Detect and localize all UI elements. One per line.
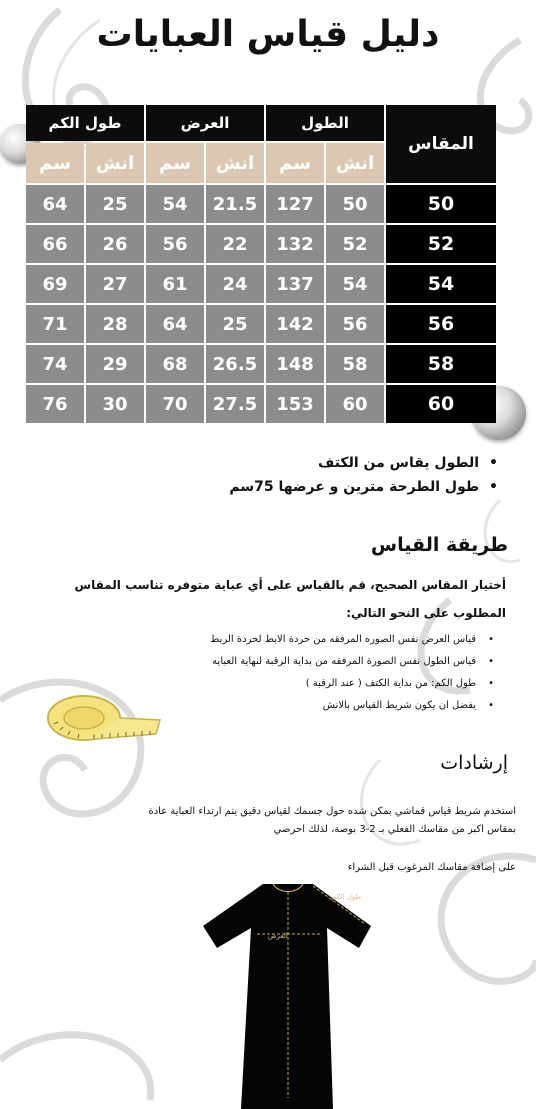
width-group-header: العرض: [146, 105, 264, 141]
table-row: [26, 345, 496, 383]
table-cell: 54: [146, 185, 204, 223]
notes-list: [18, 455, 498, 503]
table-cell: 70: [146, 385, 204, 423]
method-intro: [16, 578, 506, 620]
size-table: [24, 103, 498, 425]
abaya-label-sleeve: طول الكم: [332, 893, 362, 901]
guidance-line: استخدم شريط قياس قماشي بمكن شده حول جسمك لقياس دقيق يتم ارتداء العباية عادة: [148, 806, 516, 817]
table-cell: 148: [266, 345, 324, 383]
unit-header: انش: [326, 143, 384, 183]
table-row: [26, 385, 496, 423]
size-column-header: المقاس: [386, 105, 496, 183]
table-cell: 26.5: [206, 345, 264, 383]
table-cell: 27: [86, 265, 144, 303]
guidance-text: [16, 803, 516, 877]
note-item: • طول الطرحة مترين و عرضها 75سم: [18, 479, 498, 495]
table-row: [26, 265, 496, 303]
note-item: • الطول يقاس من الكتف: [18, 455, 498, 471]
size-cell: 50: [386, 185, 496, 223]
table-cell: 71: [26, 305, 84, 343]
unit-header: انش: [86, 143, 144, 183]
table-cell: 26: [86, 225, 144, 263]
table-cell: 22: [206, 225, 264, 263]
method-item: • قياس الطول نفس الصورة المرفقه من بداية الرقبة لنهاية العبايه: [74, 656, 494, 667]
guidance-heading: إرشادات: [440, 752, 508, 774]
unit-header: سم: [26, 143, 84, 183]
table-cell: 56: [326, 305, 384, 343]
table-cell: 58: [326, 345, 384, 383]
table-cell: 50: [326, 185, 384, 223]
length-group-header: الطول: [266, 105, 384, 141]
table-cell: 28: [86, 305, 144, 343]
unit-header: سم: [266, 143, 324, 183]
table-cell: 54: [326, 265, 384, 303]
table-cell: 61: [146, 265, 204, 303]
table-cell: 24: [206, 265, 264, 303]
table-cell: 52: [326, 225, 384, 263]
abaya-illustration: [195, 878, 380, 1109]
unit-header: سم: [146, 143, 204, 183]
unit-header: انش: [206, 143, 264, 183]
page-title: دليل قياس العبايات: [96, 14, 440, 55]
method-item: • يفضل ان يكون شريط القياس بالانش: [74, 700, 494, 711]
table-cell: 21.5: [206, 185, 264, 223]
method-item: • قياس العرض نفس الصوره المرفقه من حردة الابط لحردة الربط: [74, 634, 494, 645]
method-intro-line: أختيار المقاس الصحيح، قم بالقياس على أي عباية متوفره تناسب المقاس: [74, 578, 506, 592]
method-item: • طول الكم: من بداية الكتف ( عند الرقبة ): [74, 678, 494, 689]
abaya-label-width: العرض: [268, 932, 288, 940]
size-cell: 52: [386, 225, 496, 263]
table-cell: 64: [146, 305, 204, 343]
table-cell: 153: [266, 385, 324, 423]
table-cell: 137: [266, 265, 324, 303]
table-cell: 142: [266, 305, 324, 343]
size-cell: 54: [386, 265, 496, 303]
table-cell: 56: [146, 225, 204, 263]
table-row: [26, 185, 496, 223]
measuring-tape-icon: [44, 690, 166, 748]
table-cell: 27.5: [206, 385, 264, 423]
sleeve-group-header: طول الكم: [26, 105, 144, 141]
table-cell: 74: [26, 345, 84, 383]
table-row: [26, 225, 496, 263]
size-cell: 58: [386, 345, 496, 383]
table-row: [26, 305, 496, 343]
table-cell: 25: [86, 185, 144, 223]
table-cell: 29: [86, 345, 144, 383]
table-cell: 76: [26, 385, 84, 423]
table-cell: 68: [146, 345, 204, 383]
size-cell: 56: [386, 305, 496, 343]
table-cell: 30: [86, 385, 144, 423]
method-intro-line: المطلوب على النحو التالي:: [346, 606, 506, 620]
table-cell: 69: [26, 265, 84, 303]
table-cell: 60: [326, 385, 384, 423]
table-cell: 127: [266, 185, 324, 223]
size-cell: 60: [386, 385, 496, 423]
table-cell: 66: [26, 225, 84, 263]
table-cell: 64: [26, 185, 84, 223]
table-cell: 132: [266, 225, 324, 263]
method-heading: طريقة القياس: [370, 534, 508, 556]
guidance-line: على إضافة مقاسك المرغوب قبل الشراء: [347, 862, 516, 873]
guidance-line: بمقاس اكبر من مقاسك الفعلي بـ 2-3 بوصة، لذلك احرصي: [273, 824, 516, 835]
table-cell: 25: [206, 305, 264, 343]
